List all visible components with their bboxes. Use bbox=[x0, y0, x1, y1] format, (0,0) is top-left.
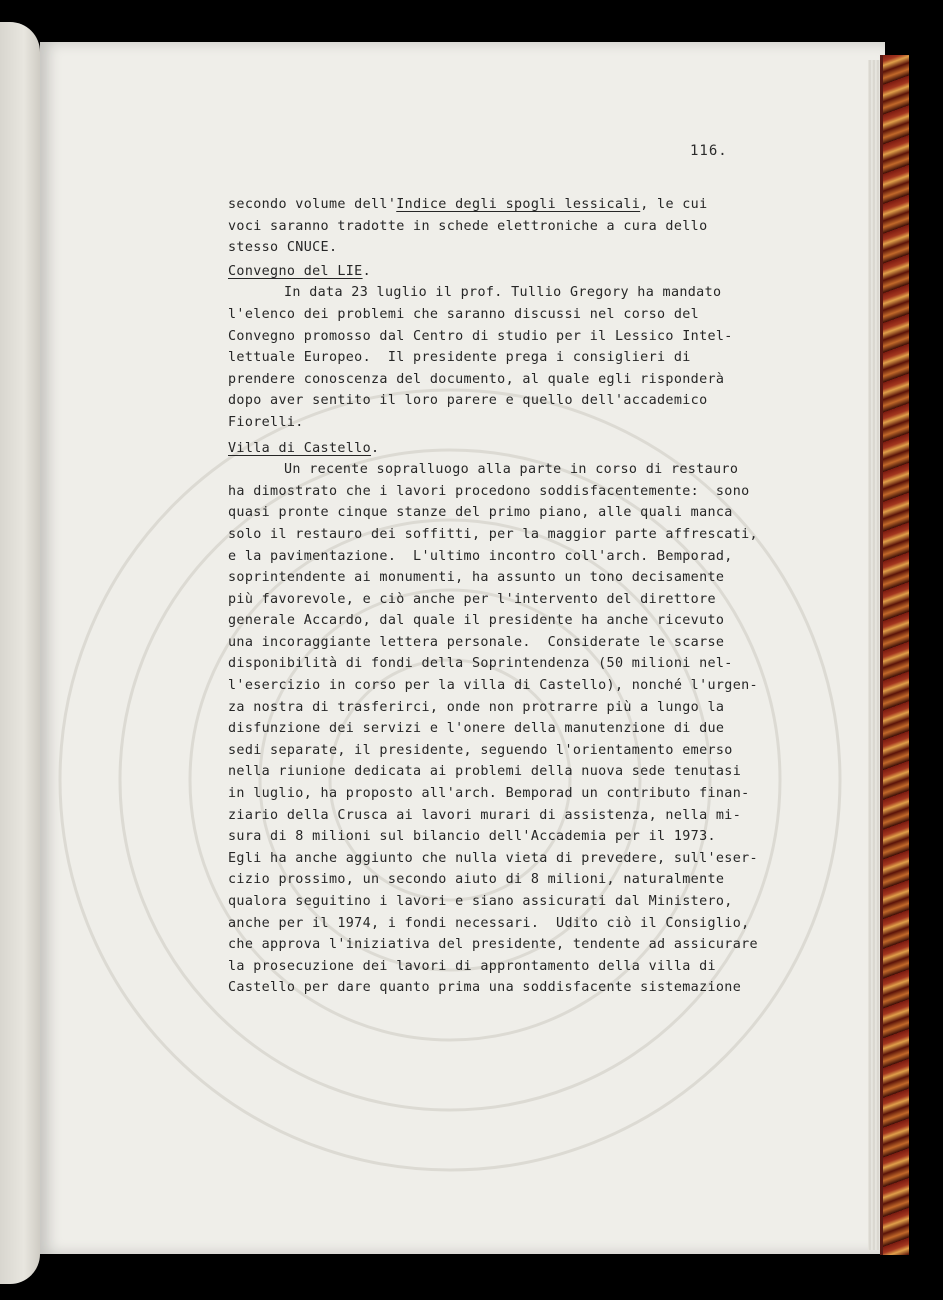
marbled-cover-edge bbox=[880, 55, 909, 1255]
text-line: lettuale Europeo. Il presidente prega i consiglieri di bbox=[228, 350, 691, 366]
text-line: anche per il 1974, i fondi necessari. Udito ciò il Consiglio, bbox=[228, 915, 750, 931]
text-line: e la pavimentazione. L'ultimo incontro coll'arch. Bemporad, bbox=[228, 548, 733, 564]
text-line: una incoraggiante lettera personale. Considerate le scarse bbox=[228, 634, 725, 650]
text-line: Fiorelli. bbox=[228, 414, 304, 430]
text-line: Castello per dare quanto prima una soddisfacente sistemazione bbox=[228, 980, 742, 996]
text-line: ziario della Crusca ai lavori murari di assistenza, nella mi- bbox=[228, 807, 742, 823]
text-line: secondo volume dell'Indice degli spogli lessicali, le cui bbox=[228, 197, 708, 212]
text-line: In data 23 luglio il prof. Tullio Gregory ha mandato bbox=[284, 285, 722, 301]
text-line: Un recente sopralluogo alla parte in corso di restauro bbox=[284, 462, 739, 478]
text-line: dopo aver sentito il loro parere e quello dell'accademico bbox=[228, 393, 708, 409]
text-line: che approva l'iniziativa del presidente, tendente ad assicurare bbox=[228, 937, 758, 953]
text-line: più favorevole, e ciò anche per l'intervento del direttore bbox=[228, 591, 716, 607]
text-line: generale Accardo, dal quale il presidente ha anche ricevuto bbox=[228, 613, 725, 629]
text-line: qualora seguitino i lavori e siano assicurati dal Ministero, bbox=[228, 894, 733, 909]
text-line: la prosecuzione dei lavori di approntamento della villa di bbox=[228, 958, 716, 974]
text-line: voci saranno tradotte in schede elettroniche a cura dello bbox=[228, 218, 708, 234]
text-line: soprintendente ai monumenti, ha assunto un tono decisamente bbox=[228, 570, 725, 586]
page-number: 116. bbox=[690, 143, 728, 159]
text-line: l'elenco dei problemi che saranno discussi nel corso del bbox=[228, 306, 700, 322]
text-line: quasi pronte cinque stanze del primo piano, alle quali manca bbox=[228, 505, 733, 521]
document-body bbox=[228, 194, 828, 999]
section-heading-villa: Villa di Castello. bbox=[228, 440, 380, 456]
text-line: stesso CNUCE. bbox=[228, 240, 338, 256]
text-line: l'esercizio in corso per la villa di Castello), nonché l'urgen- bbox=[228, 678, 758, 694]
section-heading-convegno: Convegno del LIE. bbox=[228, 263, 372, 279]
text-line: ha dimostrato che i lavori procedono soddisfacentemente: sono bbox=[228, 483, 750, 499]
text-line: prendere conoscenza del documento, al quale egli risponderà bbox=[228, 371, 725, 387]
text-line: in luglio, ha proposto all'arch. Bemporad un contributo finan- bbox=[228, 786, 750, 802]
book-title: Indice degli spogli lessicali bbox=[396, 197, 641, 212]
text-line: disfunzione dei servizi e l'onere della manutenzione di due bbox=[228, 721, 725, 737]
text-line: Egli ha anche aggiunto che nulla vieta di prevedere, sull'eser- bbox=[228, 850, 758, 866]
text-line: nella riunione dedicata ai problemi della nuova sede tenutasi bbox=[228, 764, 742, 780]
text-line: Convegno promosso dal Centro di studio per il Lessico Intel- bbox=[228, 328, 733, 344]
text-line: sura di 8 milioni sul bilancio dell'Accademia per il 1973. bbox=[228, 829, 716, 845]
text-line: sedi separate, il presidente, seguendo l'orientamento emerso bbox=[228, 742, 733, 758]
left-page-edge bbox=[0, 22, 40, 1284]
text-line: disponibilità di fondi della Soprintendenza (50 milioni nel- bbox=[228, 656, 733, 672]
text-line: solo il restauro dei soffitti, per la maggior parte affrescati, bbox=[228, 526, 758, 542]
text-line: za nostra di trasferirci, onde non protrarre più a lungo la bbox=[228, 699, 725, 715]
text-line: cizio prossimo, un secondo aiuto di 8 milioni, naturalmente bbox=[228, 872, 725, 888]
